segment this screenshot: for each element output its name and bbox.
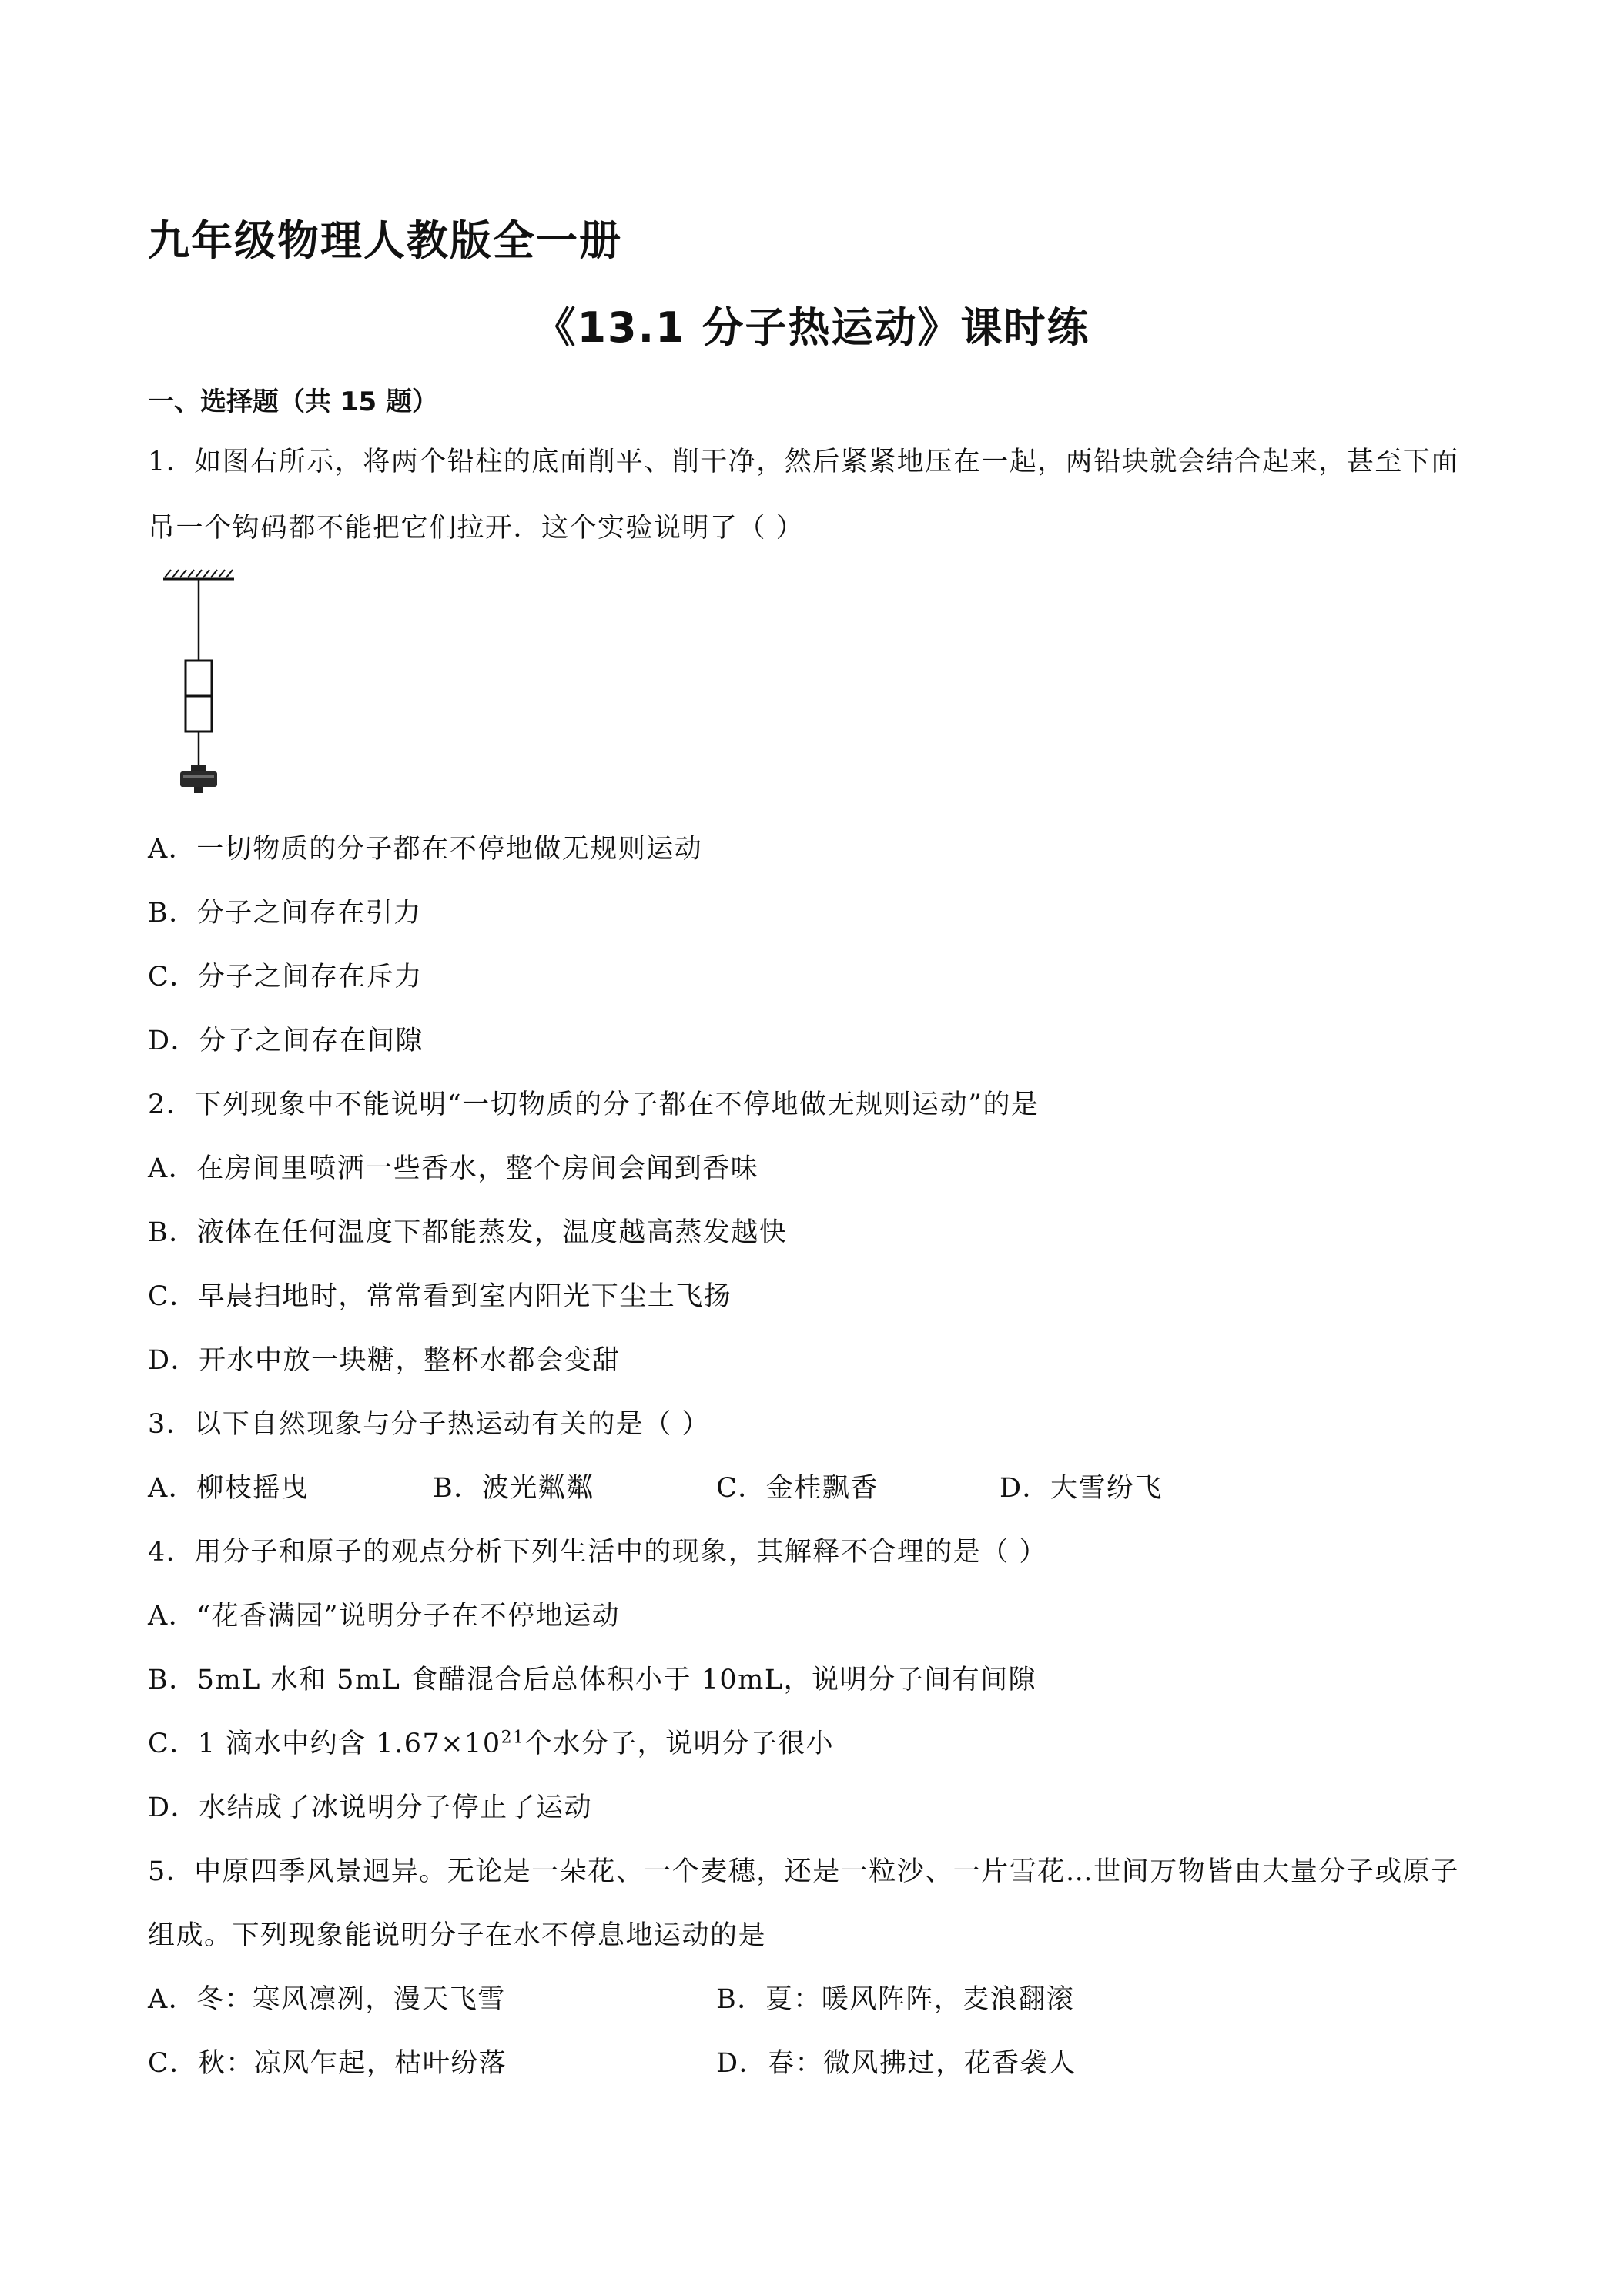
- question-2-option-b: B．液体在任何温度下都能蒸发，温度越高蒸发越快: [148, 1217, 788, 1248]
- question-2-option-a: A．在房间里喷洒一些香水，整个房间会闻到香味: [148, 1153, 759, 1184]
- question-5-stem-line-1: 5．中原四季风景迥异。无论是一朵花、一个麦穗，还是一粒沙、一片雪花…世间万物皆由大量分子或原子: [148, 1856, 1459, 1887]
- question-1-option-d: D．分子之间存在间隙: [148, 1026, 424, 1056]
- lesson-title: 《13.1 分子热运动》课时练: [534, 303, 1090, 352]
- section-heading: 一、选择题（共 15 题）: [148, 387, 438, 417]
- question-4-option-a: A．“花香满园”说明分子在不停地运动: [148, 1601, 621, 1632]
- question-2-stem: 2．下列现象中不能说明“一切物质的分子都在不停地做无规则运动”的是: [148, 1089, 1040, 1120]
- question-5-option-d: D．春：微风拂过，花香袭人: [716, 2048, 1077, 2079]
- series-title: 九年级物理人教版全一册: [148, 216, 622, 265]
- lead-cylinder-lower: [186, 696, 212, 731]
- lead-cylinder-upper: [186, 661, 212, 696]
- question-3-option-d: D．大雪纷飞: [1000, 1473, 1164, 1504]
- question-4-option-c-tail: 个水分子，说明分子很小: [524, 1729, 835, 1759]
- question-4-option-c-exponent: 21: [501, 1728, 525, 1748]
- question-3-option-c: C．金桂飘香: [716, 1473, 879, 1504]
- ceiling-hatch-icon: [163, 570, 234, 579]
- question-5-option-c: C．秋：凉风乍起，枯叶纷落: [148, 2048, 507, 2079]
- question-1-option-b: B．分子之间存在引力: [148, 898, 422, 929]
- question-2-option-d: D．开水中放一块糖，整杯水都会变甜: [148, 1345, 621, 1376]
- question-4-option-b: B．5mL 水和 5mL 食醋混合后总体积小于 10mL，说明分子间有间隙: [148, 1665, 1037, 1695]
- question-5-option-b: B．夏：暖风阵阵，麦浪翻滚: [716, 1984, 1075, 2015]
- question-1-stem-line-1: 1．如图右所示，将两个铅柱的底面削平、削干净，然后紧紧地压在一起，两铅块就会结合起来，甚至下面: [148, 447, 1459, 477]
- hanging-weight-icon: [180, 765, 217, 793]
- question-3-option-a: A．柳枝摇曳: [148, 1473, 310, 1504]
- question-3-stem: 3．以下自然现象与分子热运动有关的是（ ）: [148, 1409, 710, 1440]
- question-2-option-c: C．早晨扫地时，常常看到室内阳光下尘土飞扬: [148, 1281, 732, 1312]
- question-1-stem-line-2: 吊一个钩码都不能把它们拉开．这个实验说明了（ ）: [148, 513, 805, 544]
- question-5-option-a: A．冬：寒风凛冽，漫天飞雪: [148, 1984, 506, 2015]
- question-3-option-b: B．波光粼粼: [433, 1473, 594, 1504]
- question-4-option-c-text: C．1 滴水中约含 1.67×10: [148, 1729, 501, 1759]
- question-5-stem-line-2: 组成。下列现象能说明分子在水不停息地运动的是: [148, 1920, 767, 1951]
- question-4-option-c: [148, 1727, 834, 1761]
- question-4-option-d: D．水结成了冰说明分子停止了运动: [148, 1792, 593, 1823]
- question-4-stem: 4．用分子和原子的观点分析下列生活中的现象，其解释不合理的是（ ）: [148, 1537, 1047, 1568]
- lead-cylinders-figure: [160, 568, 237, 799]
- question-1-option-a: A．一切物质的分子都在不停地做无规则运动: [148, 834, 703, 865]
- question-1-option-c: C．分子之间存在斥力: [148, 962, 423, 992]
